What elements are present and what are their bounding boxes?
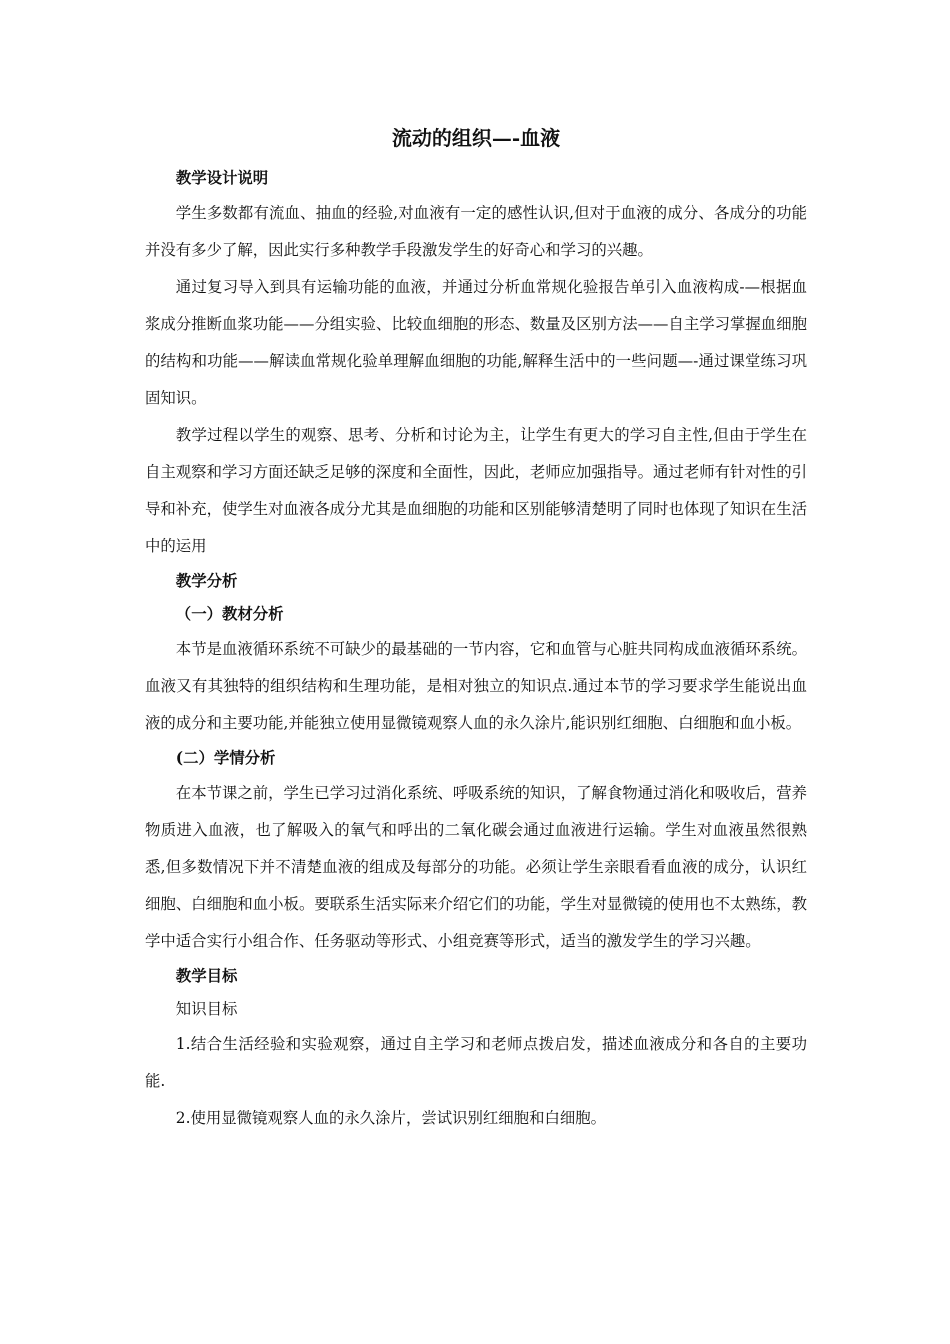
section-heading-teaching-goals: 教学目标 — [175, 967, 238, 985]
paragraph: 在本节课之前，学生已学习过消化系统、呼吸系统的知识，了解食物通过消化和吸收后，营养物质进入血液，也了解吸入的氧气和呼出的二氧化碳会通过血液进行运输。学生对血液虽然很熟悉,但多数情况下并不清楚血液的组成及每部分的功能。必须让学生亲眼看看血液的成分，认识红细胞、白细胞和血小板。要联系生活实际来介绍它们的功能，学生对显微镜的使用也不太熟练，教学中适合实行小组合作、任务驱动等形式、小组竞赛等形式，适当的激发学生的学习兴趣。 — [145, 784, 807, 950]
section-heading-teaching-analysis: 教学分析 — [175, 572, 238, 590]
document-body — [145, 120, 807, 1137]
subsection-heading-student-analysis: (二）学情分析 — [175, 749, 276, 767]
paragraph: 本节是血液循环系统不可缺少的最基础的一节内容，它和血管与心脏共同构成血液循环系统。血液又有其独特的组织结构和生理功能，是相对独立的知识点.通过本节的学习要求学生能说出血液的成分和主要功能,并能独立使用显微镜观察人血的永久涂片,能识别红细胞、白细胞和血小板。 — [145, 640, 807, 732]
subsection-heading-textbook-analysis: （一）教材分析 — [175, 605, 284, 623]
document-title: 流动的组织—-血液 — [391, 126, 561, 150]
goal-item: 1.结合生活经验和实验观察，通过自主学习和老师点拨启发，描述血液成分和各自的主要功能. — [145, 1035, 807, 1090]
paragraph: 教学过程以学生的观察、思考、分析和讨论为主，让学生有更大的学习自主性,但由于学生在自主观察和学习方面还缺乏足够的深度和全面性，因此，老师应加强指导。通过老师有针对性的引导和补充，使学生对血液各成分尤其是血细胞的功能和区别能够清楚明了同时也体现了知识在生活中的运用 — [145, 426, 807, 555]
subheading-knowledge-goals: 知识目标 — [175, 1000, 238, 1018]
goal-item: 2.使用显微镜观察人血的永久涂片，尝试识别红细胞和白细胞。 — [175, 1109, 607, 1127]
section-heading-design-notes: 教学设计说明 — [175, 169, 269, 187]
paragraph: 学生多数都有流血、抽血的经验,对血液有一定的感性认识,但对于血液的成分、各成分的功能并没有多少了解，因此实行多种教学手段激发学生的好奇心和学习的兴趣。 — [145, 204, 807, 259]
paragraph: 通过复习导入到具有运输功能的血液，并通过分析血常规化验报告单引入血液构成-—根据血浆成分推断血浆功能——分组实验、比较血细胞的形态、数量及区别方法——自主学习掌握血细胞的结构和功能——解读血常规化验单理解血细胞的功能,解释生活中的一些问题—-通过课堂练习巩固知识。 — [145, 278, 807, 407]
